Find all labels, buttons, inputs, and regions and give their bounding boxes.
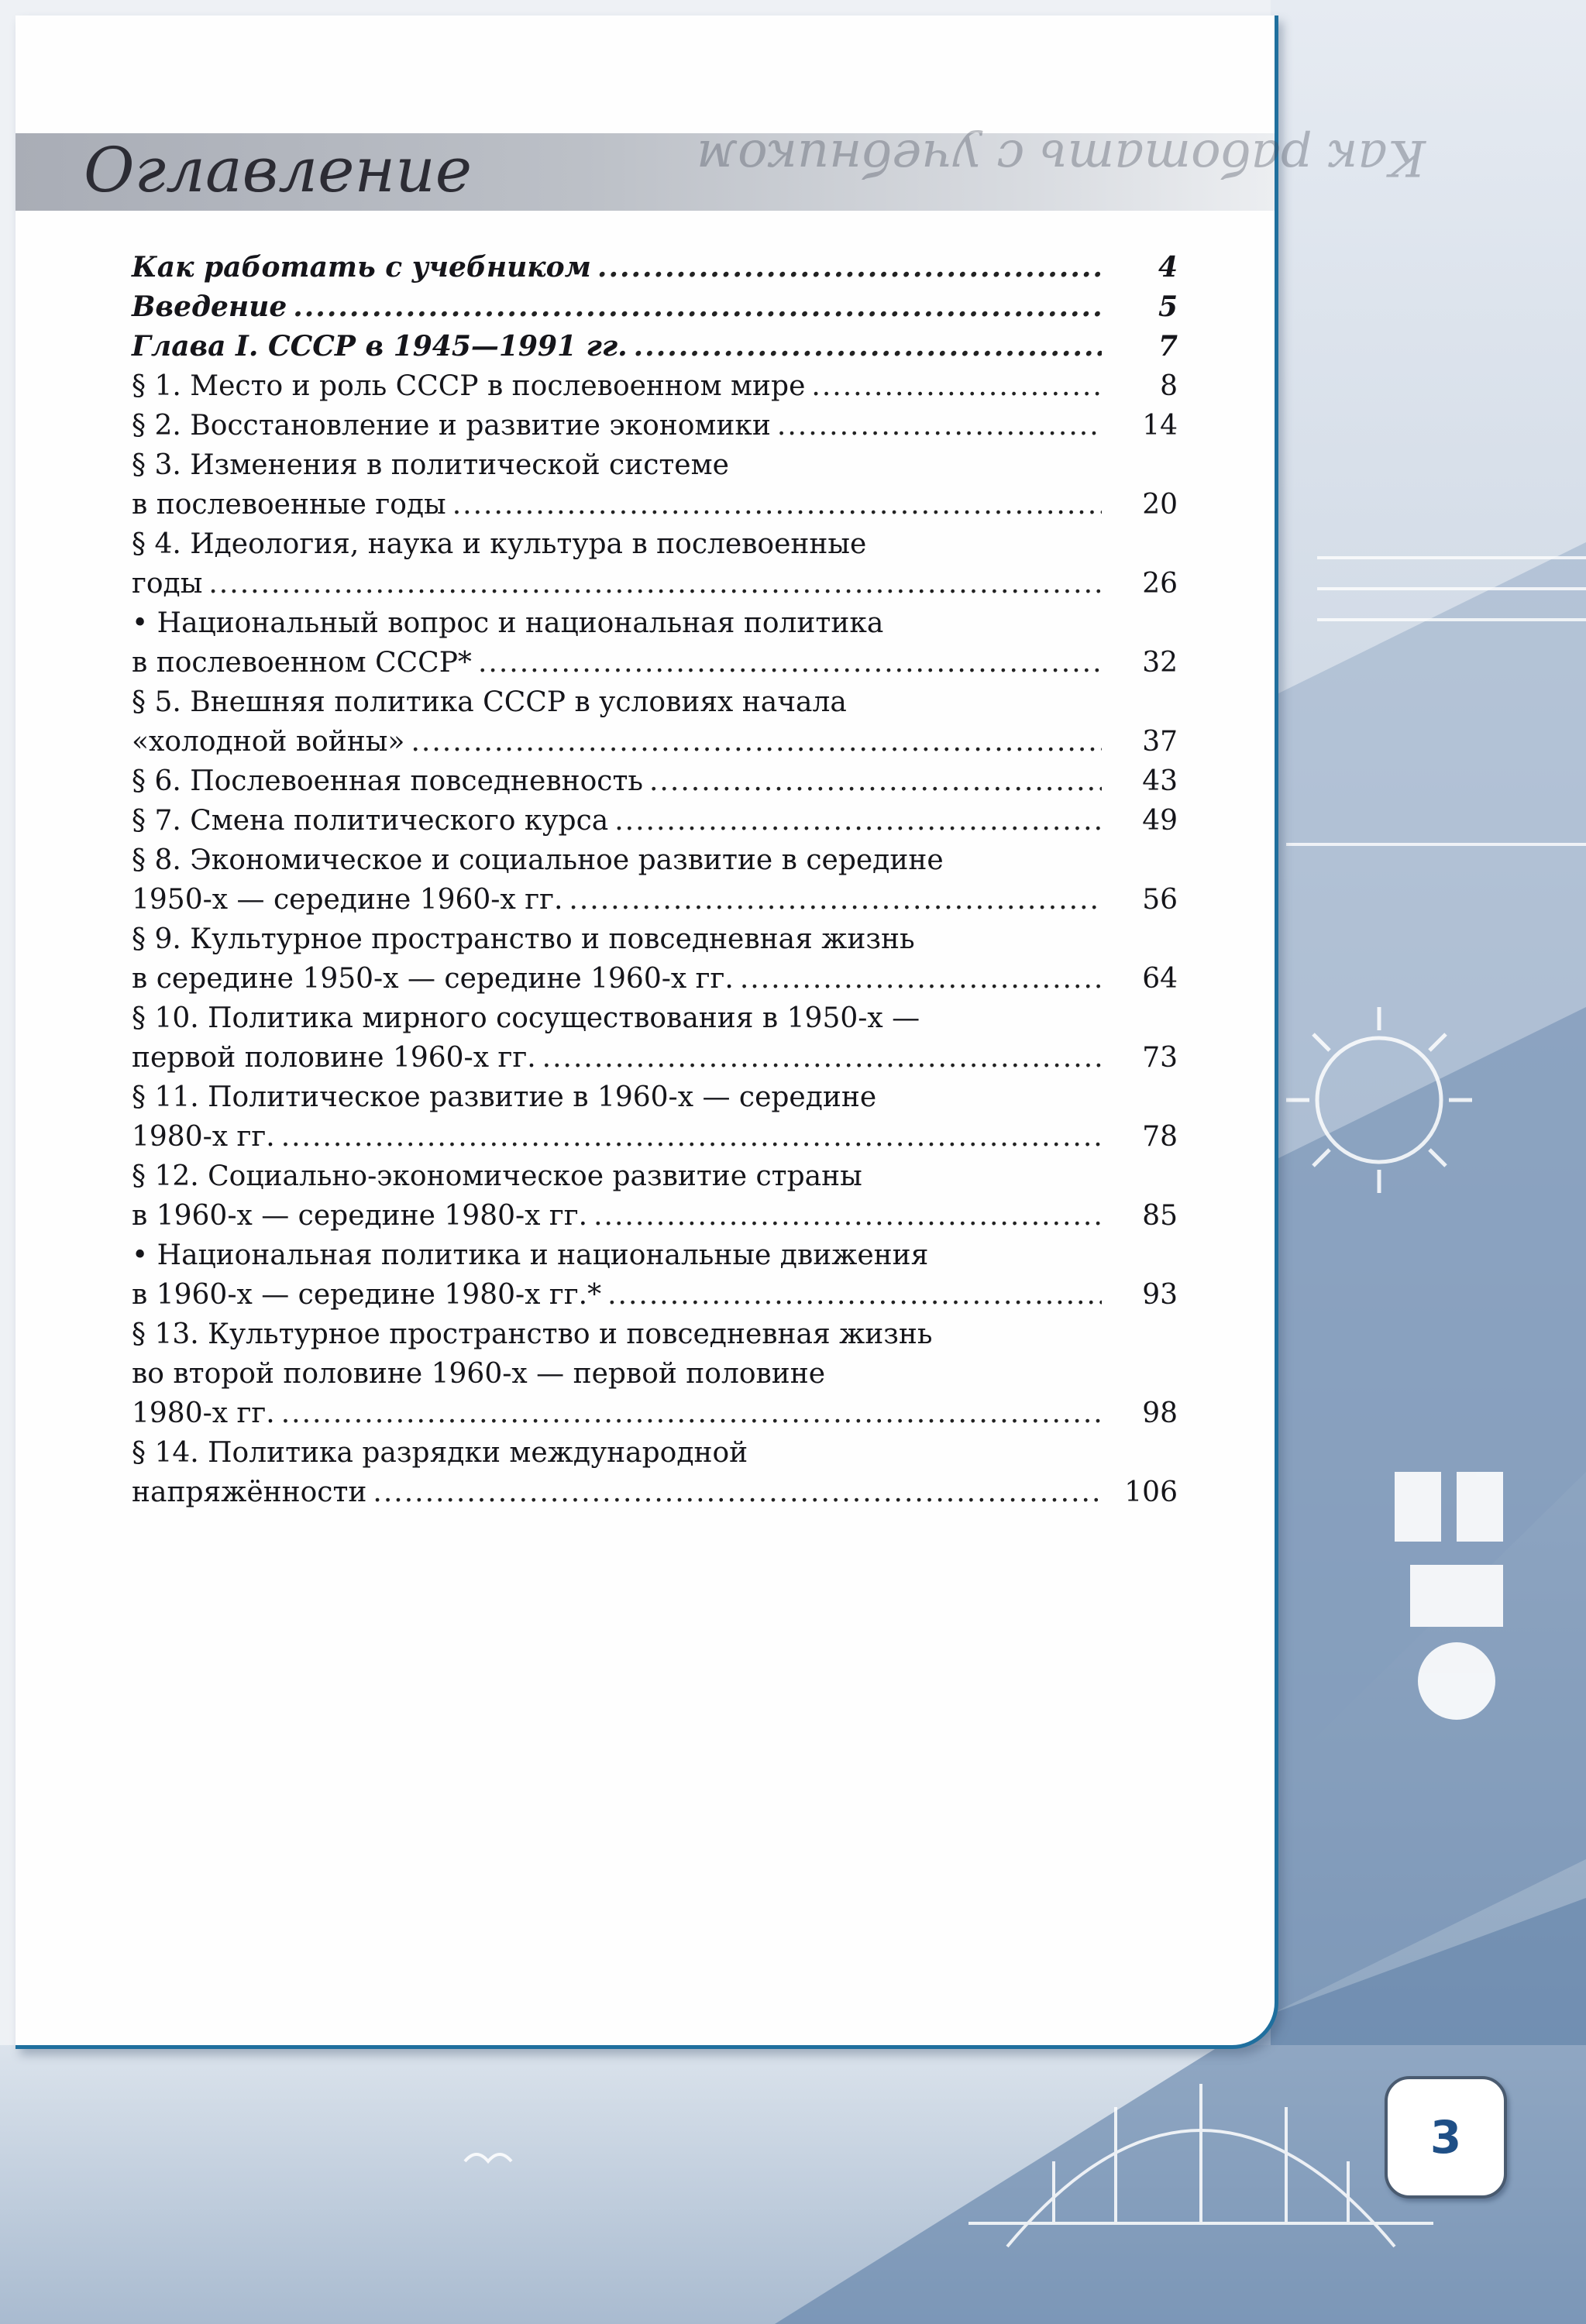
toc-page-number: 32 bbox=[1142, 647, 1178, 679]
toc-entry-line bbox=[132, 880, 1178, 920]
toc-entry[interactable] bbox=[132, 1236, 1178, 1315]
toc-entry-text: во второй половине 1960-х — первой половине bbox=[132, 1358, 826, 1390]
toc-entry-text: напряжённости bbox=[132, 1477, 367, 1508]
dot-leader bbox=[569, 880, 1102, 920]
background-heading: Как работать с учебником bbox=[697, 129, 1426, 186]
dot-leader bbox=[740, 959, 1102, 999]
toc-entry-line bbox=[132, 1157, 1178, 1196]
toc-entry[interactable] bbox=[132, 248, 1178, 287]
toc-entry-text: § 4. Идеология, наука и культура в послевоенные bbox=[132, 528, 867, 560]
toc-entry[interactable] bbox=[132, 603, 1178, 682]
toc-entry[interactable] bbox=[132, 841, 1178, 920]
toc-page-number: 98 bbox=[1142, 1397, 1178, 1429]
dot-leader bbox=[293, 287, 1102, 327]
toc-entry-line bbox=[132, 841, 1178, 880]
toc-entry-line bbox=[132, 406, 1178, 445]
toc-entry-line bbox=[132, 524, 1178, 564]
toc-entry-text: § 14. Политика разрядки международной bbox=[132, 1437, 748, 1469]
toc-entry-text: § 2. Восстановление и развитие экономики bbox=[132, 410, 771, 442]
toc-entry-text: в 1960-х — середине 1980-х гг.* bbox=[132, 1279, 602, 1311]
toc-page-number: 56 bbox=[1142, 884, 1178, 916]
toc-page-number: 14 bbox=[1142, 410, 1178, 442]
toc-entry-text: § 8. Экономическое и социальное развитие в середине bbox=[132, 844, 944, 876]
toc-entry-line bbox=[132, 920, 1178, 959]
toc-page-number: 20 bbox=[1142, 489, 1178, 521]
dot-leader bbox=[597, 248, 1102, 287]
toc-entry-line bbox=[132, 287, 1178, 327]
toc-entry-text: § 5. Внешняя политика СССР в условиях начала bbox=[132, 686, 847, 718]
page-number-badge: 3 bbox=[1385, 2076, 1507, 2199]
toc-entry-line bbox=[132, 1354, 1178, 1394]
toc-page-number: 5 bbox=[1158, 290, 1178, 323]
toc-entry-line bbox=[132, 366, 1178, 406]
dot-leader bbox=[373, 1473, 1102, 1512]
dot-leader bbox=[411, 722, 1102, 761]
toc-entry-text: в 1960-х — середине 1980-х гг. bbox=[132, 1200, 588, 1232]
toc-entry-line bbox=[132, 682, 1178, 722]
toc-entry-text: • Национальный вопрос и национальная политика bbox=[132, 607, 884, 639]
toc-entry-line bbox=[132, 1315, 1178, 1354]
toc-entry-line bbox=[132, 248, 1178, 287]
toc-page-number: 49 bbox=[1142, 805, 1178, 837]
toc-page-number: 26 bbox=[1142, 568, 1178, 600]
dot-leader bbox=[607, 1275, 1102, 1315]
toc-entry-line bbox=[132, 999, 1178, 1038]
dot-leader bbox=[614, 801, 1102, 841]
toc-entry-text: § 11. Политическое развитие в 1960-х — середине bbox=[132, 1081, 877, 1113]
toc-entry-text: § 7. Смена политического курса bbox=[132, 805, 609, 837]
dot-leader bbox=[208, 564, 1102, 603]
toc-entry[interactable] bbox=[132, 524, 1178, 603]
dot-leader bbox=[634, 327, 1102, 366]
toc-entry[interactable] bbox=[132, 1315, 1178, 1433]
toc-entry-text: § 9. Культурное пространство и повседневная жизнь bbox=[132, 923, 915, 955]
toc-page-number: 7 bbox=[1158, 330, 1178, 363]
toc-entry-text: «холодной войны» bbox=[132, 726, 405, 758]
toc-entry[interactable] bbox=[132, 406, 1178, 445]
toc-entry-text: § 12. Социально-экономическое развитие страны bbox=[132, 1160, 862, 1192]
toc-entry-text: 1980-х гг. bbox=[132, 1397, 275, 1429]
toc-page-number: 93 bbox=[1142, 1279, 1178, 1311]
toc-entry[interactable] bbox=[132, 327, 1178, 366]
toc-entry-line bbox=[132, 445, 1178, 485]
toc-entry-text: Как работать с учебником bbox=[132, 251, 591, 284]
toc-entry-line bbox=[132, 564, 1178, 603]
toc-entry-line bbox=[132, 722, 1178, 761]
toc-entry-text: первой половине 1960-х гг. bbox=[132, 1042, 536, 1074]
toc-entry-line bbox=[132, 1038, 1178, 1078]
toc-entry-line bbox=[132, 1236, 1178, 1275]
toc-entry[interactable] bbox=[132, 1078, 1178, 1157]
toc-entry-text: в середине 1950-х — середине 1960-х гг. bbox=[132, 963, 734, 995]
toc-entry-line bbox=[132, 1394, 1178, 1433]
dot-leader bbox=[649, 761, 1102, 801]
toc-entry-text: § 10. Политика мирного сосуществования в 1950-х — bbox=[132, 1002, 920, 1034]
toc-entry-line bbox=[132, 1078, 1178, 1117]
toc-entry-text: 1950-х — середине 1960-х гг. bbox=[132, 884, 563, 916]
toc-entry-line bbox=[132, 1117, 1178, 1157]
toc-entry[interactable] bbox=[132, 801, 1178, 841]
toc-entry-line bbox=[132, 643, 1178, 682]
dot-leader bbox=[478, 643, 1102, 682]
toc-entry-line bbox=[132, 603, 1178, 643]
dot-leader bbox=[281, 1117, 1102, 1157]
toc-entry-text: § 6. Послевоенная повседневность bbox=[132, 765, 643, 797]
toc-entry[interactable] bbox=[132, 445, 1178, 524]
toc-entry[interactable] bbox=[132, 682, 1178, 761]
page-title: Оглавление bbox=[84, 134, 473, 206]
toc-entry-line bbox=[132, 959, 1178, 999]
toc-entry-line bbox=[132, 801, 1178, 841]
dot-leader bbox=[811, 366, 1102, 406]
dot-leader bbox=[281, 1394, 1102, 1433]
toc-entry[interactable] bbox=[132, 999, 1178, 1078]
toc-entry-text: § 3. Изменения в политической системе bbox=[132, 449, 729, 481]
toc-page-number: 8 bbox=[1160, 370, 1178, 402]
table-of-contents bbox=[132, 248, 1178, 1512]
toc-entry-line bbox=[132, 1473, 1178, 1512]
toc-entry[interactable] bbox=[132, 366, 1178, 406]
toc-page-number: 106 bbox=[1124, 1477, 1178, 1508]
toc-page-number: 37 bbox=[1142, 726, 1178, 758]
dot-leader bbox=[452, 485, 1102, 524]
toc-entry-line bbox=[132, 1433, 1178, 1473]
dot-leader bbox=[542, 1038, 1102, 1078]
toc-page-number: 85 bbox=[1142, 1200, 1178, 1232]
toc-entry-text: • Национальная политика и национальные движения bbox=[132, 1239, 929, 1271]
toc-entry-line bbox=[132, 327, 1178, 366]
toc-page-number: 43 bbox=[1142, 765, 1178, 797]
toc-entry-line bbox=[132, 1196, 1178, 1236]
toc-entry-text: в послевоенные годы bbox=[132, 489, 446, 521]
toc-entry[interactable] bbox=[132, 1157, 1178, 1236]
toc-entry-text: Введение bbox=[132, 290, 287, 323]
toc-entry-line bbox=[132, 485, 1178, 524]
toc-page-number: 4 bbox=[1158, 251, 1178, 284]
toc-entry-text: Глава I. СССР в 1945—1991 гг. bbox=[132, 330, 628, 363]
toc-entry[interactable] bbox=[132, 1433, 1178, 1512]
toc-page-number: 73 bbox=[1142, 1042, 1178, 1074]
toc-entry[interactable] bbox=[132, 761, 1178, 801]
toc-entry-text: 1980-х гг. bbox=[132, 1121, 275, 1153]
toc-page-number: 64 bbox=[1142, 963, 1178, 995]
toc-entry-line bbox=[132, 761, 1178, 801]
toc-entry-line bbox=[132, 1275, 1178, 1315]
dot-leader bbox=[593, 1196, 1102, 1236]
toc-entry-text: § 1. Место и роль СССР в послевоенном мире bbox=[132, 370, 806, 402]
dot-leader bbox=[777, 406, 1102, 445]
toc-entry-text: в послевоенном СССР* bbox=[132, 647, 472, 679]
toc-entry-text: § 13. Культурное пространство и повседневная жизнь bbox=[132, 1318, 933, 1350]
toc-entry[interactable] bbox=[132, 920, 1178, 999]
toc-entry-text: годы bbox=[132, 568, 203, 600]
toc-page-number: 78 bbox=[1142, 1121, 1178, 1153]
toc-entry[interactable] bbox=[132, 287, 1178, 327]
